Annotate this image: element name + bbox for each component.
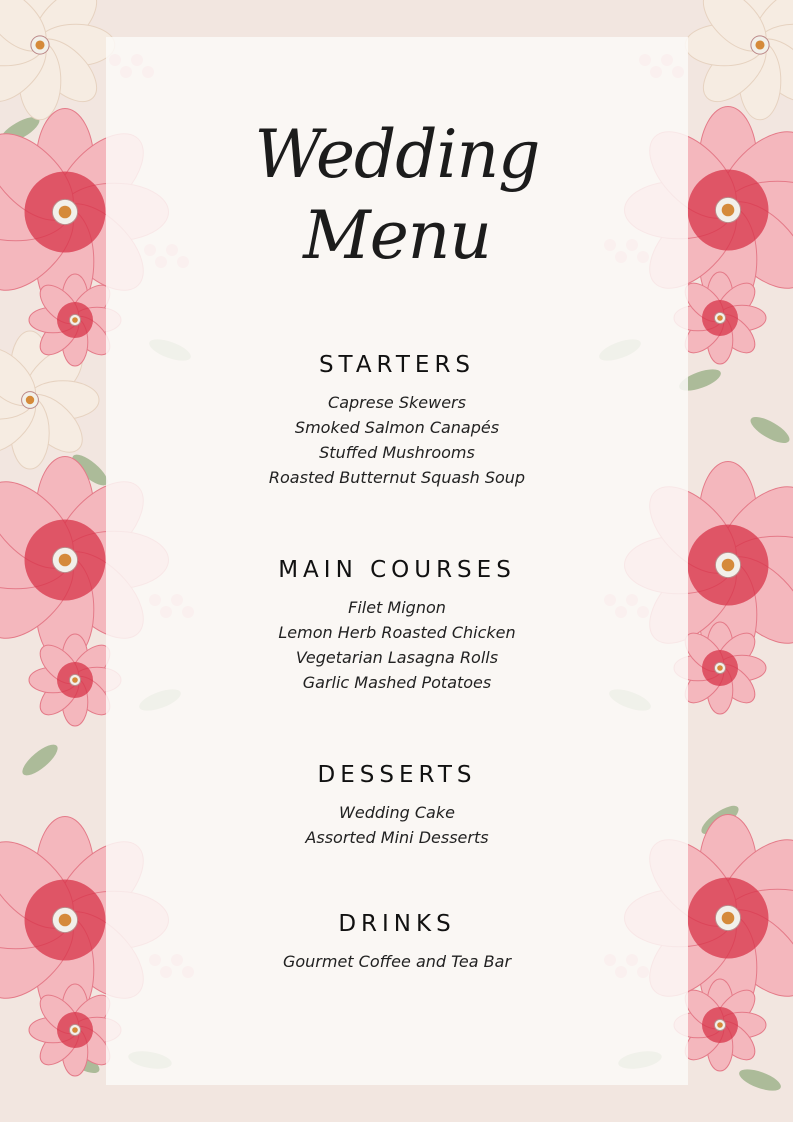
leaf-icon xyxy=(18,740,62,781)
menu-item: Caprese Skewers xyxy=(328,393,466,412)
flower-center-icon xyxy=(72,1027,78,1033)
flower-center-icon xyxy=(26,396,34,404)
flower-center-icon xyxy=(59,554,72,567)
title-line-2: Menu xyxy=(303,197,491,274)
flower-center-icon xyxy=(717,1022,723,1028)
leaf-icon xyxy=(737,1065,784,1095)
section-drinks xyxy=(106,911,688,974)
menu-item: Assorted Mini Desserts xyxy=(305,828,489,847)
flower-center-icon xyxy=(72,677,78,683)
flower-center-icon xyxy=(722,204,735,217)
flower-center-icon xyxy=(755,40,764,49)
flower-center-icon xyxy=(722,912,735,925)
menu-item: Smoked Salmon Canapés xyxy=(294,418,500,437)
section-main-courses xyxy=(106,557,688,695)
menu-item: Stuffed Mushrooms xyxy=(319,443,475,462)
flower-center-icon xyxy=(35,40,44,49)
menu-item: Roasted Butternut Squash Soup xyxy=(268,468,526,487)
menu-item: Wedding Cake xyxy=(339,803,455,822)
flower-center-icon xyxy=(59,206,72,219)
flower-center-icon xyxy=(717,665,723,671)
section-starters xyxy=(106,352,688,490)
menu-item: Gourmet Coffee and Tea Bar xyxy=(282,952,512,971)
flower-center-icon xyxy=(59,914,72,927)
section-desserts xyxy=(106,762,688,850)
title-line-1: Wedding xyxy=(254,116,540,193)
menu-item: Filet Mignon xyxy=(348,598,446,617)
section-heading: DRINKS xyxy=(338,911,456,937)
flower-center-icon xyxy=(722,559,735,572)
menu-item: Vegetarian Lasagna Rolls xyxy=(295,648,499,667)
menu-item: Garlic Mashed Potatoes xyxy=(302,673,492,692)
section-heading: DESSERTS xyxy=(317,762,477,788)
section-heading: MAIN COURSES xyxy=(278,557,516,583)
leaf-icon xyxy=(747,412,793,448)
menu-item: Lemon Herb Roasted Chicken xyxy=(278,623,516,642)
section-heading: STARTERS xyxy=(318,352,476,378)
flower-center-icon xyxy=(72,317,78,323)
flower-center-icon xyxy=(717,315,723,321)
